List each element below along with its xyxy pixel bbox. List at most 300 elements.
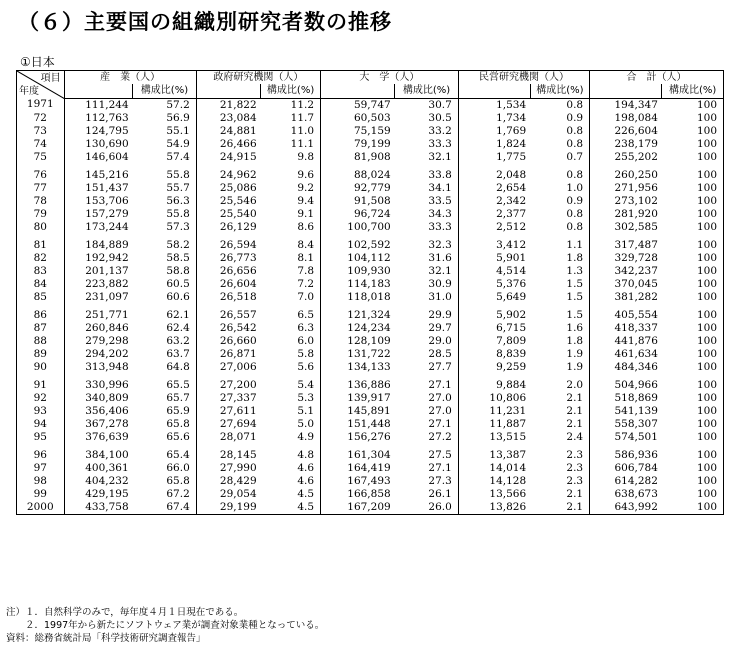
footnotes [6, 606, 324, 645]
university-count-cell: 118,018 [321, 291, 395, 304]
table-row [17, 475, 724, 488]
government-count-cell: 29,054 [196, 488, 260, 501]
government-count-cell: 26,660 [196, 335, 260, 348]
university-ratio-cell: 28.5 [395, 348, 459, 361]
private-count-cell: 2,342 [458, 195, 530, 208]
total-ratio-cell: 100 [662, 431, 724, 444]
table-row [17, 208, 724, 221]
government-count-cell: 26,656 [196, 265, 260, 278]
industry-ratio-cell: 54.9 [133, 138, 197, 151]
industry-count-cell: 153,706 [64, 195, 133, 208]
total-ratio-cell: 100 [662, 418, 724, 431]
group-header-total: 合 計（人） [590, 71, 724, 85]
year-cell: 2000 [17, 501, 65, 515]
page-title: （６）主要国の組織別研究者数の推移 [18, 10, 392, 34]
total-ratio-cell: 100 [662, 335, 724, 348]
government-ratio-cell: 11.7 [261, 112, 321, 125]
industry-count-cell: 145,216 [64, 164, 133, 182]
total-ratio-cell: 100 [662, 151, 724, 164]
year-cell: 98 [17, 475, 65, 488]
total-count-cell: 614,282 [590, 475, 662, 488]
year-cell: 75 [17, 151, 65, 164]
government-count-cell: 27,006 [196, 361, 260, 374]
table-row [17, 112, 724, 125]
ratio-header: 構成比(%) [395, 84, 459, 98]
table-row [17, 462, 724, 475]
private-ratio-cell: 0.8 [530, 164, 589, 182]
total-count-cell: 606,784 [590, 462, 662, 475]
footnote-2: ２．1997年から新たにソフトウェア業が調査対象業種となっている。 [6, 620, 325, 631]
industry-ratio-cell: 64.8 [133, 361, 197, 374]
university-ratio-cell: 29.9 [395, 304, 459, 322]
private-count-cell: 14,014 [458, 462, 530, 475]
total-count-cell: 405,554 [590, 304, 662, 322]
industry-ratio-cell: 55.1 [133, 125, 197, 138]
university-count-cell: 167,209 [321, 501, 395, 515]
private-count-cell: 1,534 [458, 98, 530, 112]
government-count-cell: 26,542 [196, 322, 260, 335]
university-count-cell: 91,508 [321, 195, 395, 208]
industry-ratio-cell: 65.8 [133, 475, 197, 488]
year-cell: 78 [17, 195, 65, 208]
private-ratio-cell: 1.5 [530, 278, 589, 291]
university-count-cell: 121,324 [321, 304, 395, 322]
total-count-cell: 271,956 [590, 182, 662, 195]
table-row [17, 291, 724, 304]
university-ratio-cell: 27.0 [395, 392, 459, 405]
university-ratio-cell: 27.7 [395, 361, 459, 374]
industry-ratio-cell: 56.9 [133, 112, 197, 125]
footnote-1: 注）１．自然科学のみで，毎年度４月１日現在である。 [6, 607, 244, 618]
university-ratio-cell: 27.3 [395, 475, 459, 488]
private-ratio-cell: 0.7 [530, 151, 589, 164]
table-body [17, 98, 724, 514]
private-ratio-cell: 0.9 [530, 195, 589, 208]
group-header-university: 大 学（人） [321, 71, 459, 85]
government-ratio-cell: 4.5 [261, 488, 321, 501]
table-row [17, 265, 724, 278]
university-count-cell: 167,493 [321, 475, 395, 488]
total-ratio-cell: 100 [662, 322, 724, 335]
university-count-cell: 124,234 [321, 322, 395, 335]
government-count-cell: 26,604 [196, 278, 260, 291]
government-ratio-cell: 9.8 [261, 151, 321, 164]
university-count-cell: 59,747 [321, 98, 395, 112]
total-count-cell: 226,604 [590, 125, 662, 138]
university-count-cell: 156,276 [321, 431, 395, 444]
total-count-cell: 260,250 [590, 164, 662, 182]
private-ratio-cell: 2.3 [530, 475, 589, 488]
government-ratio-cell: 11.0 [261, 125, 321, 138]
university-ratio-cell: 31.0 [395, 291, 459, 304]
year-cell: 72 [17, 112, 65, 125]
university-count-cell: 100,700 [321, 221, 395, 234]
total-count-cell: 518,869 [590, 392, 662, 405]
private-count-cell: 13,566 [458, 488, 530, 501]
industry-ratio-cell: 63.2 [133, 335, 197, 348]
year-cell: 95 [17, 431, 65, 444]
group-header-private: 民営研究機関（人） [458, 71, 589, 85]
table-row [17, 278, 724, 291]
industry-ratio-cell: 67.2 [133, 488, 197, 501]
government-count-cell: 26,773 [196, 252, 260, 265]
table-row [17, 392, 724, 405]
total-count-cell: 302,585 [590, 221, 662, 234]
private-ratio-cell: 2.1 [530, 418, 589, 431]
private-ratio-cell: 1.8 [530, 252, 589, 265]
industry-count-cell: 251,771 [64, 304, 133, 322]
total-ratio-cell: 100 [662, 392, 724, 405]
university-ratio-cell: 34.1 [395, 182, 459, 195]
industry-ratio-cell: 56.3 [133, 195, 197, 208]
total-ratio-cell: 100 [662, 405, 724, 418]
industry-count-cell: 173,244 [64, 221, 133, 234]
table-row [17, 418, 724, 431]
industry-count-cell: 356,406 [64, 405, 133, 418]
table-row [17, 348, 724, 361]
industry-count-cell: 124,795 [64, 125, 133, 138]
industry-count-cell: 192,942 [64, 252, 133, 265]
university-ratio-cell: 27.0 [395, 405, 459, 418]
university-count-cell: 134,133 [321, 361, 395, 374]
industry-count-cell: 367,278 [64, 418, 133, 431]
private-count-cell: 6,715 [458, 322, 530, 335]
year-cell: 90 [17, 361, 65, 374]
total-count-cell: 194,347 [590, 98, 662, 112]
government-ratio-cell: 7.8 [261, 265, 321, 278]
total-count-cell: 273,102 [590, 195, 662, 208]
private-count-cell: 2,048 [458, 164, 530, 182]
industry-ratio-cell: 65.5 [133, 374, 197, 392]
government-count-cell: 24,881 [196, 125, 260, 138]
private-count-cell: 13,515 [458, 431, 530, 444]
group-header-industry: 産 業（人） [64, 71, 196, 85]
university-ratio-cell: 33.8 [395, 164, 459, 182]
industry-ratio-cell: 62.1 [133, 304, 197, 322]
industry-count-cell: 223,882 [64, 278, 133, 291]
university-ratio-cell: 29.7 [395, 322, 459, 335]
total-ratio-cell: 100 [662, 195, 724, 208]
industry-ratio-cell: 58.5 [133, 252, 197, 265]
government-ratio-cell: 5.1 [261, 405, 321, 418]
table-row [17, 335, 724, 348]
university-ratio-cell: 27.1 [395, 462, 459, 475]
year-cell: 88 [17, 335, 65, 348]
total-count-cell: 558,307 [590, 418, 662, 431]
university-ratio-cell: 30.5 [395, 112, 459, 125]
government-count-cell: 25,546 [196, 195, 260, 208]
total-count-cell: 504,966 [590, 374, 662, 392]
private-count-cell: 2,377 [458, 208, 530, 221]
total-ratio-cell: 100 [662, 475, 724, 488]
total-ratio-cell: 100 [662, 462, 724, 475]
table-row [17, 221, 724, 234]
industry-count-cell: 151,437 [64, 182, 133, 195]
private-ratio-cell: 0.8 [530, 208, 589, 221]
university-count-cell: 114,183 [321, 278, 395, 291]
government-count-cell: 21,822 [196, 98, 260, 112]
total-ratio-cell: 100 [662, 304, 724, 322]
total-ratio-cell: 100 [662, 138, 724, 151]
government-count-cell: 26,871 [196, 348, 260, 361]
total-count-cell: 418,337 [590, 322, 662, 335]
private-count-cell: 1,769 [458, 125, 530, 138]
government-count-cell: 29,199 [196, 501, 260, 515]
table-row [17, 304, 724, 322]
university-ratio-cell: 26.1 [395, 488, 459, 501]
university-count-cell: 139,917 [321, 392, 395, 405]
university-count-cell: 79,199 [321, 138, 395, 151]
table-row [17, 252, 724, 265]
year-cell: 83 [17, 265, 65, 278]
year-cell: 81 [17, 234, 65, 252]
private-count-cell: 1,824 [458, 138, 530, 151]
university-ratio-cell: 30.9 [395, 278, 459, 291]
government-ratio-cell: 5.6 [261, 361, 321, 374]
table-row [17, 182, 724, 195]
government-ratio-cell: 5.4 [261, 374, 321, 392]
government-count-cell: 25,540 [196, 208, 260, 221]
private-count-cell: 2,654 [458, 182, 530, 195]
industry-count-cell: 384,100 [64, 444, 133, 462]
total-ratio-cell: 100 [662, 252, 724, 265]
total-count-cell: 329,728 [590, 252, 662, 265]
government-count-cell: 28,429 [196, 475, 260, 488]
industry-ratio-cell: 55.7 [133, 182, 197, 195]
industry-count-cell: 111,244 [64, 98, 133, 112]
government-count-cell: 27,694 [196, 418, 260, 431]
table-row [17, 444, 724, 462]
private-count-cell: 14,128 [458, 475, 530, 488]
university-count-cell: 81,908 [321, 151, 395, 164]
university-ratio-cell: 30.7 [395, 98, 459, 112]
industry-ratio-cell: 55.8 [133, 164, 197, 182]
government-ratio-cell: 9.2 [261, 182, 321, 195]
total-ratio-cell: 100 [662, 164, 724, 182]
year-cell: 76 [17, 164, 65, 182]
year-cell: 99 [17, 488, 65, 501]
private-ratio-cell: 1.8 [530, 335, 589, 348]
industry-ratio-cell: 57.3 [133, 221, 197, 234]
table-row [17, 234, 724, 252]
government-ratio-cell: 7.2 [261, 278, 321, 291]
industry-count-cell: 404,232 [64, 475, 133, 488]
university-ratio-cell: 26.0 [395, 501, 459, 515]
private-ratio-cell: 2.4 [530, 431, 589, 444]
total-count-cell: 255,202 [590, 151, 662, 164]
university-count-cell: 109,930 [321, 265, 395, 278]
private-count-cell: 5,376 [458, 278, 530, 291]
government-count-cell: 27,337 [196, 392, 260, 405]
industry-count-cell: 260,846 [64, 322, 133, 335]
private-count-cell: 11,887 [458, 418, 530, 431]
industry-count-cell: 279,298 [64, 335, 133, 348]
industry-count-cell: 340,809 [64, 392, 133, 405]
university-count-cell: 102,592 [321, 234, 395, 252]
private-count-cell: 1,775 [458, 151, 530, 164]
year-cell: 92 [17, 392, 65, 405]
government-ratio-cell: 4.9 [261, 431, 321, 444]
table-row [17, 322, 724, 335]
table-row [17, 374, 724, 392]
total-count-cell: 281,920 [590, 208, 662, 221]
government-count-cell: 26,518 [196, 291, 260, 304]
corner-header [17, 71, 65, 99]
table-row [17, 501, 724, 515]
government-ratio-cell: 5.3 [261, 392, 321, 405]
government-count-cell: 27,200 [196, 374, 260, 392]
industry-ratio-cell: 62.4 [133, 322, 197, 335]
table-row [17, 488, 724, 501]
private-ratio-cell: 2.1 [530, 488, 589, 501]
university-count-cell: 145,891 [321, 405, 395, 418]
private-ratio-cell: 2.1 [530, 405, 589, 418]
ratio-header: 構成比(%) [133, 84, 197, 98]
government-ratio-cell: 4.8 [261, 444, 321, 462]
government-count-cell: 26,466 [196, 138, 260, 151]
industry-ratio-cell: 66.0 [133, 462, 197, 475]
year-cell: 80 [17, 221, 65, 234]
year-cell: 1971 [17, 98, 65, 112]
industry-count-cell: 201,137 [64, 265, 133, 278]
university-count-cell: 96,724 [321, 208, 395, 221]
industry-ratio-cell: 57.4 [133, 151, 197, 164]
government-ratio-cell: 8.6 [261, 221, 321, 234]
university-ratio-cell: 27.1 [395, 418, 459, 431]
private-ratio-cell: 1.5 [530, 304, 589, 322]
total-count-cell: 342,237 [590, 265, 662, 278]
industry-count-cell: 313,948 [64, 361, 133, 374]
government-count-cell: 26,557 [196, 304, 260, 322]
total-ratio-cell: 100 [662, 291, 724, 304]
total-ratio-cell: 100 [662, 444, 724, 462]
university-count-cell: 151,448 [321, 418, 395, 431]
private-ratio-cell: 2.1 [530, 501, 589, 515]
industry-count-cell: 231,097 [64, 291, 133, 304]
year-cell: 84 [17, 278, 65, 291]
government-count-cell: 27,611 [196, 405, 260, 418]
industry-count-cell: 429,195 [64, 488, 133, 501]
government-count-cell: 28,145 [196, 444, 260, 462]
government-ratio-cell: 6.0 [261, 335, 321, 348]
private-count-cell: 2,512 [458, 221, 530, 234]
university-count-cell: 128,109 [321, 335, 395, 348]
private-count-cell: 7,809 [458, 335, 530, 348]
government-ratio-cell: 5.8 [261, 348, 321, 361]
total-ratio-cell: 100 [662, 488, 724, 501]
ratio-header: 構成比(%) [662, 84, 724, 98]
total-count-cell: 198,084 [590, 112, 662, 125]
private-ratio-cell: 0.9 [530, 112, 589, 125]
university-ratio-cell: 33.5 [395, 195, 459, 208]
private-count-cell: 5,902 [458, 304, 530, 322]
government-ratio-cell: 7.0 [261, 291, 321, 304]
government-count-cell: 25,086 [196, 182, 260, 195]
year-cell: 74 [17, 138, 65, 151]
total-ratio-cell: 100 [662, 348, 724, 361]
industry-count-cell: 112,763 [64, 112, 133, 125]
private-ratio-cell: 1.9 [530, 348, 589, 361]
table-row [17, 164, 724, 182]
university-ratio-cell: 27.1 [395, 374, 459, 392]
year-cell: 93 [17, 405, 65, 418]
industry-ratio-cell: 60.6 [133, 291, 197, 304]
year-cell: 97 [17, 462, 65, 475]
government-ratio-cell: 6.3 [261, 322, 321, 335]
year-cell: 86 [17, 304, 65, 322]
total-count-cell: 484,346 [590, 361, 662, 374]
private-count-cell: 13,826 [458, 501, 530, 515]
total-count-cell: 441,876 [590, 335, 662, 348]
total-ratio-cell: 100 [662, 278, 724, 291]
industry-ratio-cell: 67.4 [133, 501, 197, 515]
university-ratio-cell: 33.3 [395, 221, 459, 234]
private-ratio-cell: 1.1 [530, 234, 589, 252]
group-header-government: 政府研究機関（人） [196, 71, 320, 85]
table-row [17, 98, 724, 112]
total-count-cell: 238,179 [590, 138, 662, 151]
industry-count-cell: 433,758 [64, 501, 133, 515]
private-ratio-cell: 0.8 [530, 98, 589, 112]
government-ratio-cell: 4.6 [261, 462, 321, 475]
university-ratio-cell: 34.3 [395, 208, 459, 221]
industry-ratio-cell: 65.6 [133, 431, 197, 444]
university-ratio-cell: 27.5 [395, 444, 459, 462]
university-ratio-cell: 33.3 [395, 138, 459, 151]
total-count-cell: 574,501 [590, 431, 662, 444]
total-ratio-cell: 100 [662, 374, 724, 392]
total-count-cell: 381,282 [590, 291, 662, 304]
table-row [17, 195, 724, 208]
table-row [17, 151, 724, 164]
year-cell: 79 [17, 208, 65, 221]
year-cell: 94 [17, 418, 65, 431]
table-row [17, 431, 724, 444]
year-cell: 85 [17, 291, 65, 304]
total-ratio-cell: 100 [662, 182, 724, 195]
private-ratio-cell: 2.3 [530, 444, 589, 462]
private-count-cell: 8,839 [458, 348, 530, 361]
industry-ratio-cell: 60.5 [133, 278, 197, 291]
private-ratio-cell: 1.3 [530, 265, 589, 278]
total-ratio-cell: 100 [662, 361, 724, 374]
private-ratio-cell: 1.5 [530, 291, 589, 304]
university-count-cell: 166,858 [321, 488, 395, 501]
total-ratio-cell: 100 [662, 234, 724, 252]
university-count-cell: 136,886 [321, 374, 395, 392]
total-ratio-cell: 100 [662, 208, 724, 221]
industry-count-cell: 330,996 [64, 374, 133, 392]
total-ratio-cell: 100 [662, 221, 724, 234]
total-ratio-cell: 100 [662, 125, 724, 138]
private-count-cell: 9,259 [458, 361, 530, 374]
university-ratio-cell: 32.1 [395, 151, 459, 164]
private-ratio-cell: 1.0 [530, 182, 589, 195]
industry-count-cell: 157,279 [64, 208, 133, 221]
researchers-table [16, 70, 724, 515]
university-ratio-cell: 32.1 [395, 265, 459, 278]
total-count-cell: 370,045 [590, 278, 662, 291]
university-ratio-cell: 32.3 [395, 234, 459, 252]
ratio-header: 構成比(%) [261, 84, 321, 98]
table-row [17, 361, 724, 374]
total-count-cell: 586,936 [590, 444, 662, 462]
total-count-cell: 317,487 [590, 234, 662, 252]
government-ratio-cell: 4.5 [261, 501, 321, 515]
government-count-cell: 28,071 [196, 431, 260, 444]
industry-ratio-cell: 55.8 [133, 208, 197, 221]
industry-ratio-cell: 57.2 [133, 98, 197, 112]
